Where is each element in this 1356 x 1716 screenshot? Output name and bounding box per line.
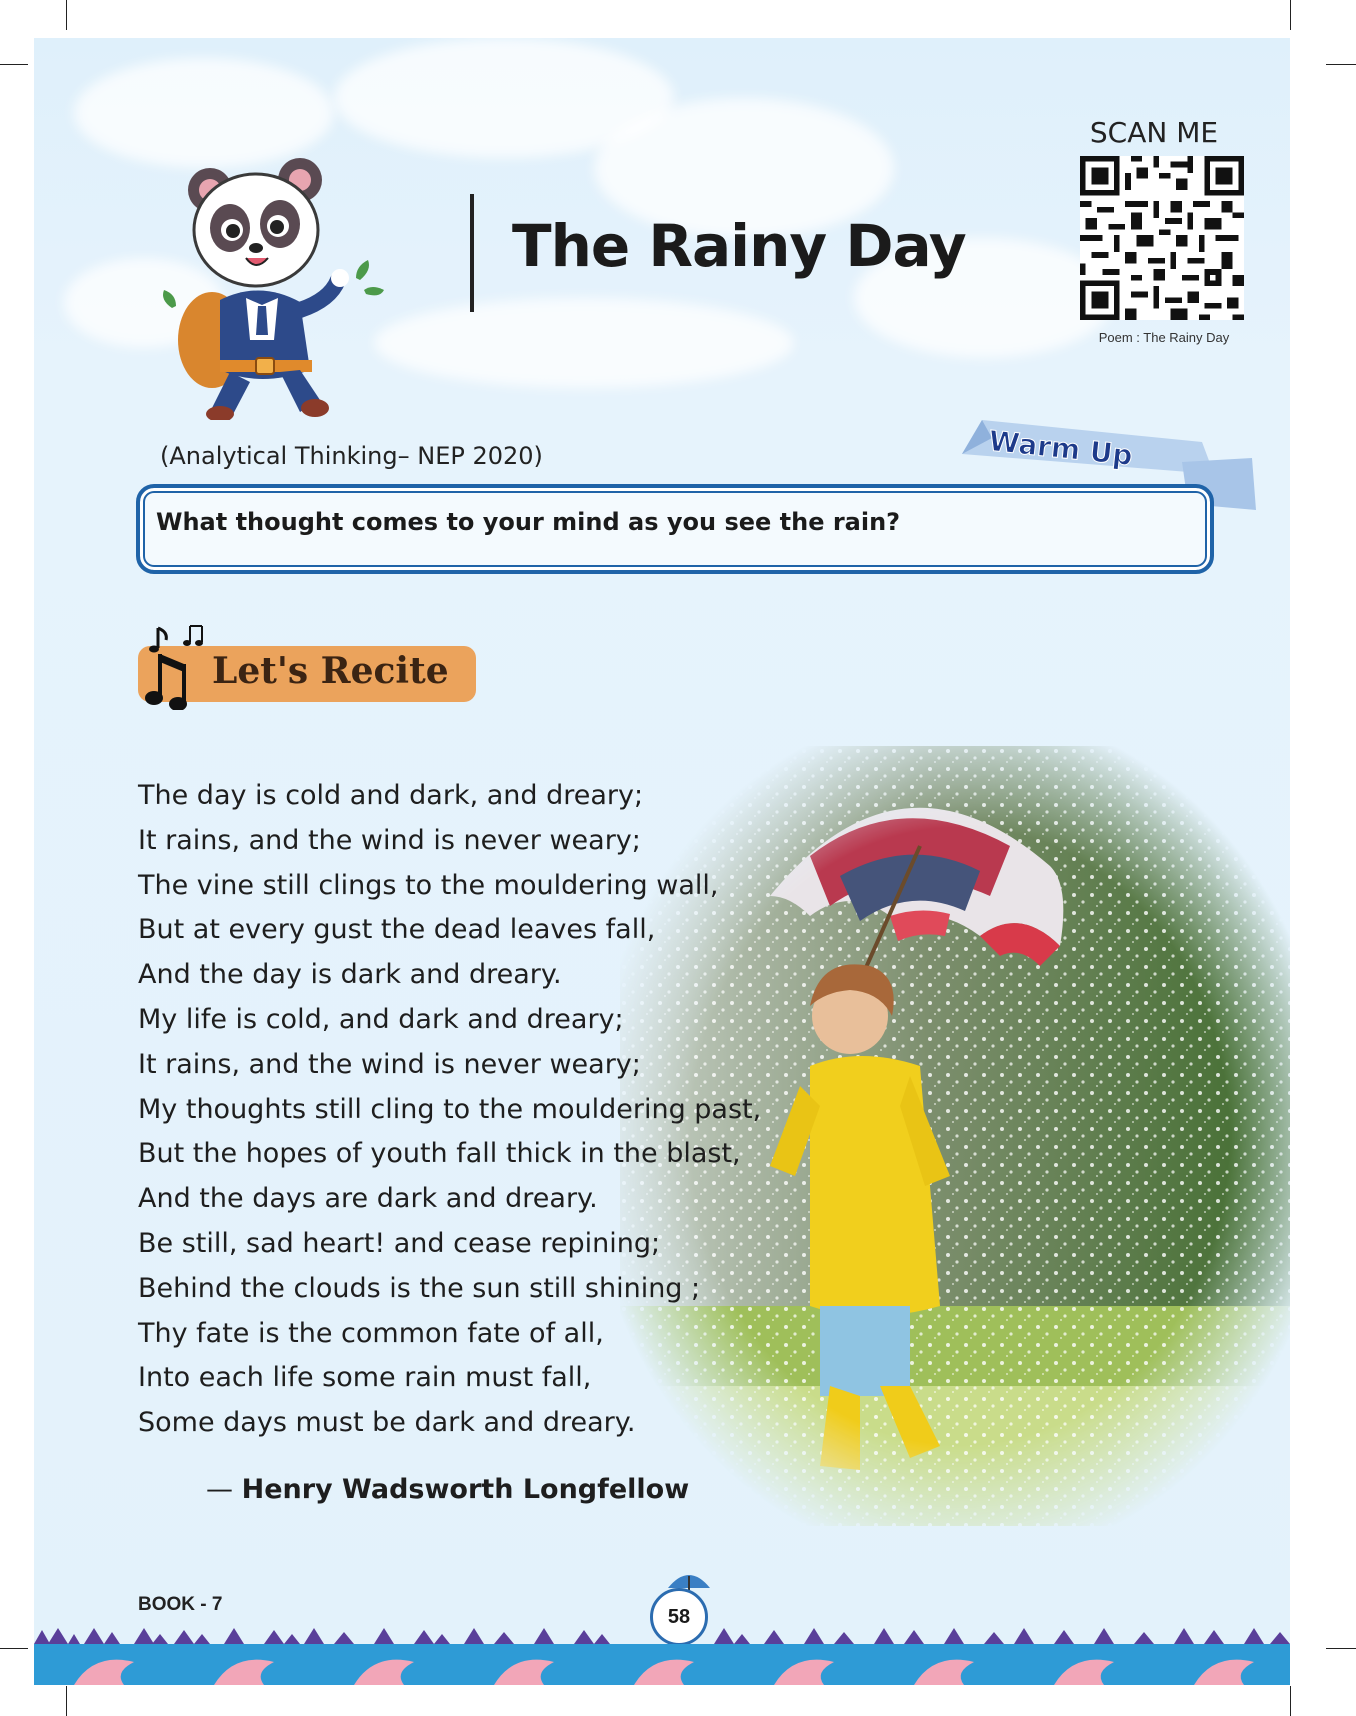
cloud	[374, 298, 794, 388]
page-number: 58	[650, 1588, 708, 1646]
poem-line: My thoughts still cling to the mouldering past,	[138, 1093, 762, 1125]
qr-code-icon[interactable]	[1080, 156, 1244, 320]
scan-me-label: SCAN ME	[1089, 116, 1219, 149]
crop-mark	[1290, 0, 1291, 30]
poem-text	[138, 774, 761, 1446]
poem-line: And the days are dark and dreary.	[138, 1183, 598, 1215]
poem-line: The day is cold and dark, and dreary;	[138, 780, 644, 811]
poem-line: Be still, sad heart! and cease repining;	[138, 1227, 661, 1259]
qr-caption: Poem : The Rainy Day	[1098, 330, 1230, 345]
crop-mark	[1326, 1648, 1356, 1649]
poem-line: Into each life some rain must fall,	[138, 1362, 592, 1394]
textbook-page	[34, 38, 1290, 1685]
poem-author	[206, 1474, 689, 1505]
title-divider	[470, 194, 474, 312]
poem-line: And the day is dark and dreary.	[138, 959, 562, 991]
poem-line: Behind the clouds is the sun still shining ;	[138, 1272, 701, 1304]
page-title: The Rainy Day	[512, 212, 966, 280]
music-notes-icon	[144, 624, 238, 710]
panda-mascot-icon	[150, 130, 390, 420]
author-name: Henry Wadsworth Longfellow	[241, 1474, 690, 1505]
svg-text:Warm Up: Warm Up	[987, 424, 1135, 473]
poem-line: Thy fate is the common fate of all,	[138, 1317, 604, 1349]
poem-line: The vine still clings to the mouldering wall,	[138, 869, 719, 901]
crop-mark	[66, 0, 67, 30]
poem-line: It rains, and the wind is never weary;	[138, 824, 641, 856]
book-label: BOOK - 7	[138, 1594, 223, 1615]
footer-decoration	[34, 1628, 1290, 1685]
crop-mark	[1326, 64, 1356, 65]
lets-recite-label: Let's Recite	[212, 650, 449, 692]
poem-line: My life is cold, and dark and dreary;	[138, 1003, 624, 1035]
crop-mark	[0, 1648, 28, 1649]
author-dash: —	[206, 1474, 242, 1505]
poem-line: But at every gust the dead leaves fall,	[138, 914, 656, 946]
crop-mark	[0, 64, 28, 65]
poem-line: Some days must be dark and dreary.	[138, 1407, 636, 1439]
poem-line: It rains, and the wind is never weary;	[138, 1048, 641, 1080]
warmup-question: What thought comes to your mind as you see the rain?	[156, 508, 901, 536]
crop-mark	[1290, 1686, 1291, 1716]
warmup-subtitle: (Analytical Thinking– NEP 2020)	[160, 442, 543, 470]
poem-line: But the hopes of youth fall thick in the blast,	[138, 1138, 741, 1170]
crop-mark	[66, 1686, 67, 1716]
